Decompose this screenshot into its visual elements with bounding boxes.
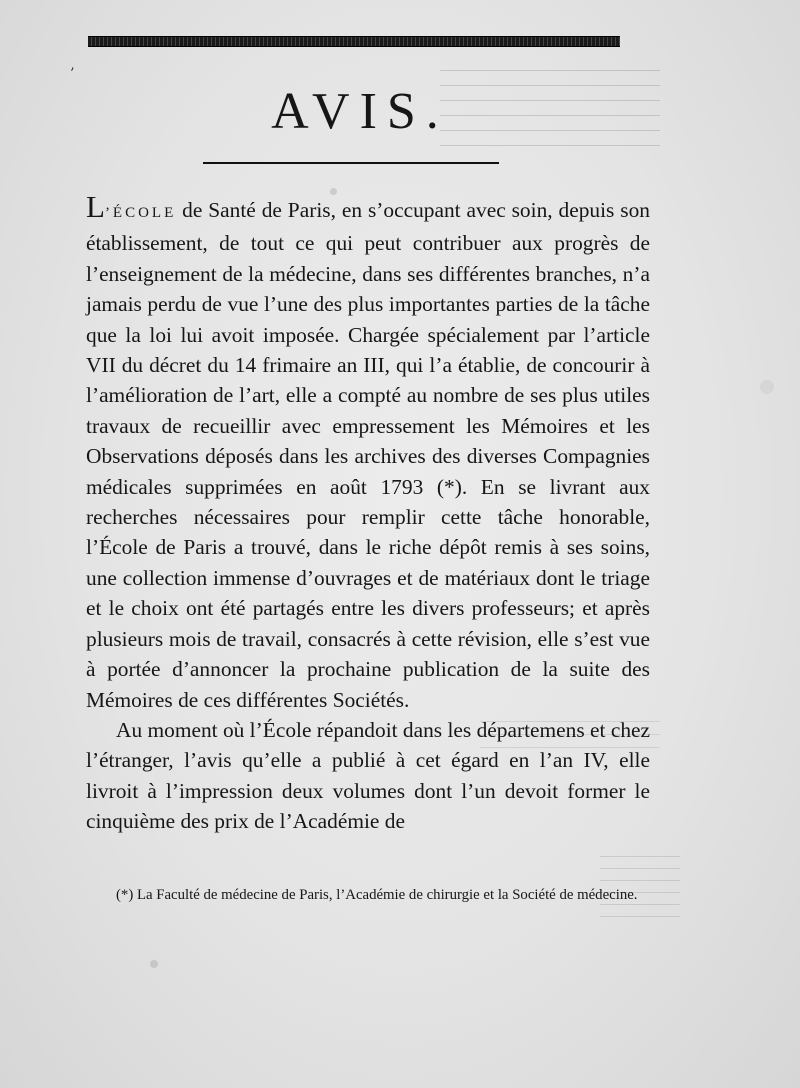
page-title: AVIS. [271, 83, 449, 140]
body-text [86, 189, 650, 837]
footnote: (*) La Faculté de médecine de Paris, l’Académie de chirurgie et la Société de médecine. [116, 887, 638, 903]
paragraph-text: de Santé de Paris, en s’occupant avec soin, depuis son établissement, de tout ce qui peut contribuer aux progrès de l’enseignement de la médecine, dans ses différentes branches, n’a jamais perdu de vue l’une des plus importantes parties de la tâche que la loi lui avoit imposée. Chargée spécialement par l’article VII du décret du 14 frimaire an III, qui l’a établie, de concourir à l’amélioration de l’art, elle a compté au nombre de ses plus utiles travaux de recueillir avec empressement les Mémoires et les Observations déposés dans les archives des diverses Compagnies médicales supprimées en août 1793 (*). En se livrant aux recherches nécessaires pour remplir cette tâche honorable, l’École de Paris a trouvé, dans le riche dépôt remis à ses soins, une collection immense d’ouvrages et de matériaux dont le triage et le choix ont été partagés entre les divers professeurs; et après plusieurs mois de travail, consacrés à cette révision, elle s’est vue à portée d’annoncer la prochaine publication de la suite des Mémoires de ces différentes Sociétés. [86, 198, 650, 712]
title-underline [203, 162, 499, 164]
header-ornament-rule [88, 36, 620, 47]
drop-capital: L [86, 189, 105, 224]
foxing-spot [330, 188, 337, 195]
paragraph [86, 189, 650, 715]
small-caps-word: ’ÉCOLE [104, 205, 177, 221]
paragraph: Au moment où l’École répandoit dans les départemens et chez l’étranger, l’avis qu’elle a publié à cet égard en l’an IV, elle livroit à l’impression deux volumes dont l’un devoit former le cinquième des prix de l’Académie de [86, 717, 650, 834]
foxing-spot [760, 380, 774, 394]
page-mark: ’ [70, 66, 75, 82]
foxing-spot [150, 960, 158, 968]
